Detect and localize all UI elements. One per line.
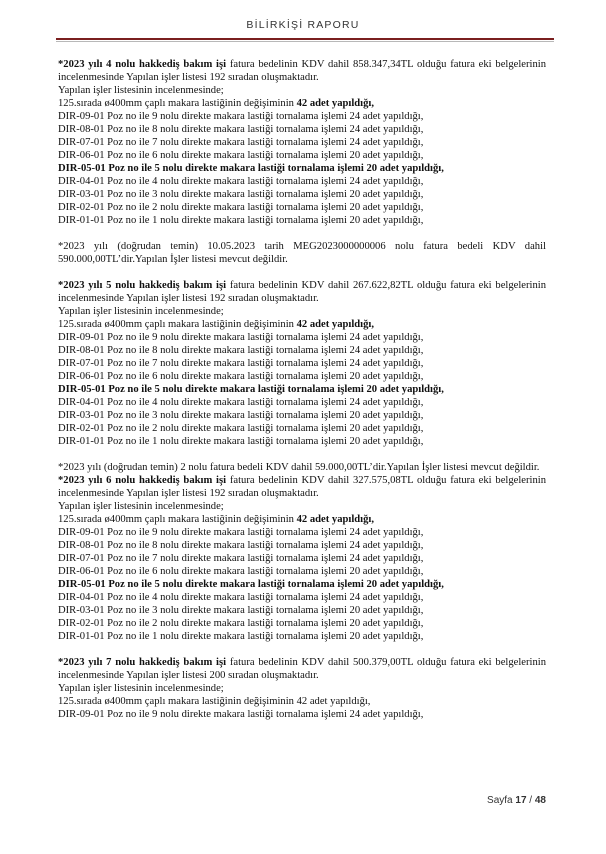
section-4-line: DIR-07-01 Poz no ile 7 nolu direkte makara lastiği tornalama işlemi 24 adet yapıldığı,	[58, 137, 424, 148]
section-5-item-125: 125.sırada ø400mm çaplı makara lastiğinin değişiminin 42 adet yapıldığı,	[58, 319, 375, 330]
section-6-line-bold: DIR-05-01 Poz no ile 5 nolu direkte makara lastiği tornalama işlemi 20 adet yapıldığı,	[58, 579, 444, 590]
section-5-line: DIR-08-01 Poz no ile 8 nolu direkte makara lastiği tornalama işlemi 24 adet yapıldığı,	[58, 345, 424, 356]
section-4-line: DIR-06-01 Poz no ile 6 nolu direkte makara lastiği tornalama işlemi 20 adet yapıldığı,	[58, 150, 424, 161]
section-7-item-125: 125.sırada ø400mm çaplı makara lastiğinin değişiminin 42 adet yapıldığı,	[58, 696, 371, 707]
section-4-title: *2023 yılı 4 nolu hakkediş bakım işi	[58, 59, 227, 70]
section-5-line-bold: DIR-05-01 Poz no ile 5 nolu direkte makara lastiği tornalama işlemi 20 adet yapıldığı,	[58, 384, 444, 395]
section-6-line: DIR-07-01 Poz no ile 7 nolu direkte makara lastiği tornalama işlemi 24 adet yapıldığı,	[58, 553, 424, 564]
section-6-line: DIR-06-01 Poz no ile 6 nolu direkte makara lastiği tornalama işlemi 20 adet yapıldığı,	[58, 566, 424, 577]
header-divider-thin	[56, 41, 554, 42]
section-5-list-heading: Yapılan işler listesinin incelenmesinde;	[58, 306, 224, 317]
section-4-line: DIR-01-01 Poz no ile 1 nolu direkte makara lastiği tornalama işlemi 20 adet yapıldığı,	[58, 215, 424, 226]
section-5-line: DIR-06-01 Poz no ile 6 nolu direkte makara lastiği tornalama işlemi 20 adet yapıldığı,	[58, 371, 424, 382]
section-4-line: DIR-03-01 Poz no ile 3 nolu direkte makara lastiği tornalama işlemi 20 adet yapıldığı,	[58, 189, 424, 200]
section-4-line: DIR-08-01 Poz no ile 8 nolu direkte makara lastiği tornalama işlemi 24 adet yapıldığı,	[58, 124, 424, 135]
section-6-line: DIR-08-01 Poz no ile 8 nolu direkte makara lastiği tornalama işlemi 24 adet yapıldığı,	[58, 540, 424, 551]
direct-procurement-2: *2023 yılı (doğrudan temin) 2 nolu fatura bedeli KDV dahil 59.000,00TL’dir.Yapılan İşler listesi mevcut değildir.	[58, 462, 540, 473]
section-5-title: *2023 yılı 5 nolu hakkediş bakım işi	[58, 280, 227, 291]
section-6-line: DIR-03-01 Poz no ile 3 nolu direkte makara lastiği tornalama işlemi 20 adet yapıldığı,	[58, 605, 424, 616]
section-7-list-heading: Yapılan işler listesinin incelenmesinde;	[58, 683, 224, 694]
section-5-line: DIR-09-01 Poz no ile 9 nolu direkte makara lastiği tornalama işlemi 24 adet yapıldığı,	[58, 332, 424, 343]
section-6-title: *2023 yılı 6 nolu hakkediş bakım işi	[58, 475, 227, 486]
section-4-line: DIR-09-01 Poz no ile 9 nolu direkte makara lastiği tornalama işlemi 24 adet yapıldığı,	[58, 111, 424, 122]
section-6-intro: *2023 yılı 6 nolu hakkediş bakım işi fatura bedelinin KDV dahil 327.575,08TL olduğu fatura eki belgelerinin incelenmesinde Yapılan işler listesi 192 sıradan oluşmaktadır.	[58, 475, 546, 499]
direct-procurement-1: *2023 yılı (doğrudan temin) 10.05.2023 tarih MEG2023000000006 nolu fatura bedeli KDV dahil 590.000,00TL’dir.Yapılan İşler listesi mevcut değildir.	[58, 241, 546, 265]
section-5-line: DIR-03-01 Poz no ile 3 nolu direkte makara lastiği tornalama işlemi 20 adet yapıldığı,	[58, 410, 424, 421]
section-5-line: DIR-07-01 Poz no ile 7 nolu direkte makara lastiği tornalama işlemi 24 adet yapıldığı,	[58, 358, 424, 369]
section-5-line: DIR-02-01 Poz no ile 2 nolu direkte makara lastiği tornalama işlemi 20 adet yapıldığı,	[58, 423, 424, 434]
section-5-intro: *2023 yılı 5 nolu hakkediş bakım işi fatura bedelinin KDV dahil 267.622,82TL olduğu fatura eki belgelerinin incelenmesinde Yapılan işler listesi 192 sıradan oluşmaktadır.	[58, 280, 546, 304]
section-6-line: DIR-09-01 Poz no ile 9 nolu direkte makara lastiği tornalama işlemi 24 adet yapıldığı,	[58, 527, 424, 538]
page-number: Sayfa 17 / 48	[487, 795, 546, 806]
section-4-line: DIR-02-01 Poz no ile 2 nolu direkte makara lastiği tornalama işlemi 20 adet yapıldığı,	[58, 202, 424, 213]
section-4-list-heading: Yapılan işler listesinin incelenmesinde;	[58, 85, 224, 96]
report-body	[58, 58, 546, 721]
section-6-line: DIR-04-01 Poz no ile 4 nolu direkte makara lastiği tornalama işlemi 24 adet yapıldığı,	[58, 592, 424, 603]
section-6-line: DIR-02-01 Poz no ile 2 nolu direkte makara lastiği tornalama işlemi 20 adet yapıldığı,	[58, 618, 424, 629]
section-7-title: *2023 yılı 7 nolu hakkediş bakım işi	[58, 657, 227, 668]
section-5-line: DIR-04-01 Poz no ile 4 nolu direkte makara lastiği tornalama işlemi 24 adet yapıldığı,	[58, 397, 424, 408]
section-7-line: DIR-09-01 Poz no ile 9 nolu direkte makara lastiği tornalama işlemi 24 adet yapıldığı,	[58, 709, 424, 720]
section-7-intro: *2023 yılı 7 nolu hakkediş bakım işi fatura bedelinin KDV dahil 500.379,00TL olduğu fatura eki belgelerinin incelenmesinde Yapılan işler listesi 200 sıradan oluşmaktadır.	[58, 657, 546, 681]
section-4-line: DIR-04-01 Poz no ile 4 nolu direkte makara lastiği tornalama işlemi 24 adet yapıldığı,	[58, 176, 424, 187]
section-4-item-125: 125.sırada ø400mm çaplı makara lastiğinin değişiminin 42 adet yapıldığı,	[58, 98, 375, 109]
section-6-line: DIR-01-01 Poz no ile 1 nolu direkte makara lastiği tornalama işlemi 20 adet yapıldığı,	[58, 631, 424, 642]
section-6-list-heading: Yapılan işler listesinin incelenmesinde;	[58, 501, 224, 512]
section-4-line-bold: DIR-05-01 Poz no ile 5 nolu direkte makara lastiği tornalama işlemi 20 adet yapıldığı,	[58, 163, 444, 174]
page-header-title: BİLİRKİŞİ RAPORU	[246, 19, 360, 31]
section-5-line: DIR-01-01 Poz no ile 1 nolu direkte makara lastiği tornalama işlemi 20 adet yapıldığı,	[58, 436, 424, 447]
section-4-intro: *2023 yılı 4 nolu hakkediş bakım işi fatura bedelinin KDV dahil 858.347,34TL olduğu fatura eki belgelerinin incelenmesinde Yapılan işler listesi 192 sıradan oluşmaktadır.	[58, 59, 546, 83]
section-6-item-125: 125.sırada ø400mm çaplı makara lastiğinin değişiminin 42 adet yapıldığı,	[58, 514, 375, 525]
header-divider	[56, 38, 554, 40]
